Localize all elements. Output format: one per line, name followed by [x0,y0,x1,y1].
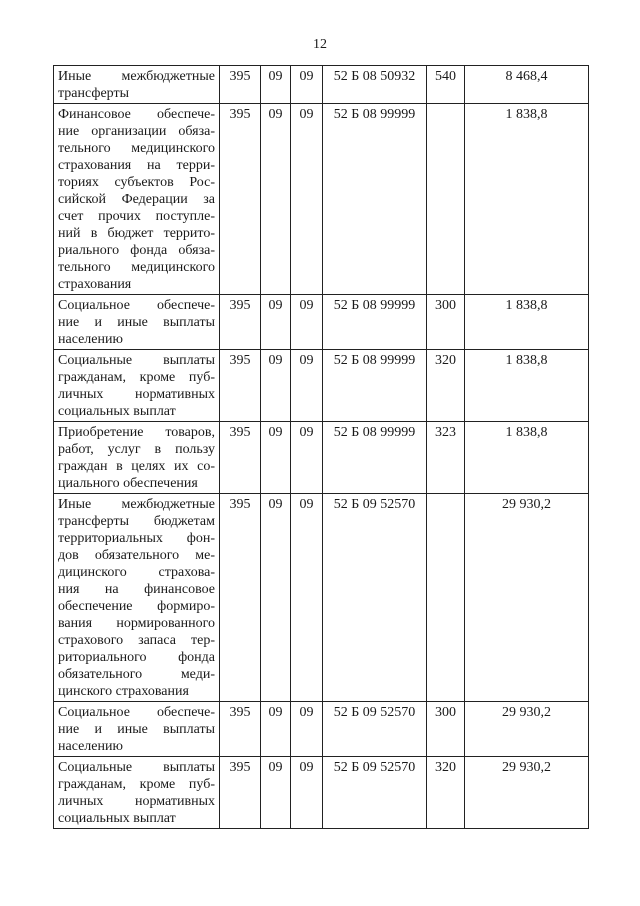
item-name-line: Социальное обеспече- [58,298,215,313]
item-name-line: территориальных фон- [58,531,215,546]
expense-type-cell: 540 [427,66,465,104]
grbs-cell: 395 [220,757,261,829]
subsection-cell: 09 [291,295,323,350]
expense-type-cell: 300 [427,295,465,350]
table-row [54,295,589,350]
subsection-cell: 09 [291,702,323,757]
item-name-line: обеспечение формиро- [58,599,215,614]
table-row [54,757,589,829]
expense-type-cell: 323 [427,422,465,494]
item-name-line: ториях субъектов Рос- [58,175,215,190]
target-article-cell: 52 Б 08 99999 [323,422,427,494]
section-cell: 09 [261,350,291,422]
target-article-cell: 52 Б 09 52570 [323,494,427,702]
item-name-line: страхования [58,277,132,292]
item-name-line: риториального фонда [58,650,215,665]
expense-type-cell: 320 [427,350,465,422]
subsection-cell: 09 [291,66,323,104]
expense-type-cell: 300 [427,702,465,757]
grbs-cell: 395 [220,295,261,350]
subsection-cell: 09 [291,494,323,702]
grbs-cell: 395 [220,702,261,757]
item-name-line: Социальные выплаты [58,760,215,775]
subsection-cell: 09 [291,104,323,295]
item-name-line: социальных выплат [58,404,176,419]
amount-cell: 29 930,2 [465,494,589,702]
amount-cell: 1 838,8 [465,422,589,494]
item-name-line: страхового запаса тер- [58,633,215,648]
target-article-cell: 52 Б 09 52570 [323,702,427,757]
item-name-cell [54,757,220,829]
item-name-cell [54,494,220,702]
item-name-cell [54,66,220,104]
section-cell: 09 [261,104,291,295]
item-name-line: населению [58,739,123,754]
grbs-cell: 395 [220,66,261,104]
amount-cell: 1 838,8 [465,350,589,422]
budget-table-body [54,66,589,829]
amount-cell: 1 838,8 [465,104,589,295]
subsection-cell: 09 [291,757,323,829]
section-cell: 09 [261,295,291,350]
table-row [54,422,589,494]
section-cell: 09 [261,702,291,757]
item-name-cell [54,104,220,295]
amount-cell: 29 930,2 [465,702,589,757]
table-row [54,104,589,295]
item-name-line: работ, услуг в пользу [58,442,215,457]
item-name-line: Иные межбюджетные [58,69,215,84]
item-name-line: трансферты [58,86,130,101]
item-name-line: циального обеспечения [58,476,198,491]
item-name-line: социальных выплат [58,811,176,826]
grbs-cell: 395 [220,422,261,494]
subsection-cell: 09 [291,350,323,422]
target-article-cell: 52 Б 08 99999 [323,350,427,422]
item-name-line: гражданам, кроме пуб- [58,370,215,385]
grbs-cell: 395 [220,350,261,422]
item-name-line: Социальное обеспече- [58,705,215,720]
item-name-line: обязательного меди- [58,667,215,682]
item-name-line: дов обязательного ме- [58,548,215,563]
table-row [54,494,589,702]
item-name-line: Приобретение товаров, [58,425,215,440]
expense-type-cell [427,494,465,702]
target-article-cell: 52 Б 09 52570 [323,757,427,829]
item-name-line: Социальные выплаты [58,353,215,368]
grbs-cell: 395 [220,494,261,702]
page-number: 12 [313,37,327,52]
section-cell: 09 [261,757,291,829]
table-row [54,66,589,104]
item-name-line: граждан в целях их со- [58,459,215,474]
item-name-line: ние и иные выплаты [58,315,215,330]
table-row [54,350,589,422]
item-name-line: ний в бюджет террито- [58,226,215,241]
item-name-line: Иные межбюджетные [58,497,215,512]
section-cell: 09 [261,494,291,702]
section-cell: 09 [261,66,291,104]
item-name-line: ние и иные выплаты [58,722,215,737]
item-name-line: гражданам, кроме пуб- [58,777,215,792]
section-cell: 09 [261,422,291,494]
item-name-line: сийской Федерации за [58,192,215,207]
expense-type-cell [427,104,465,295]
item-name-line: дицинского страхова- [58,565,215,580]
item-name-line: счет прочих поступле- [58,209,215,224]
item-name-line: Финансовое обеспече- [58,107,215,122]
item-name-line: населению [58,332,123,347]
grbs-cell: 395 [220,104,261,295]
amount-cell: 8 468,4 [465,66,589,104]
item-name-cell [54,422,220,494]
item-name-line: тельного медицинского [58,260,215,275]
item-name-line: личных нормативных [58,387,215,402]
item-name-line: ние организации обяза- [58,124,215,139]
item-name-line: цинского страхования [58,684,189,699]
target-article-cell: 52 Б 08 99999 [323,104,427,295]
item-name-line: ния на финансовое [58,582,215,597]
item-name-line: личных нормативных [58,794,215,809]
item-name-line: трансферты бюджетам [58,514,215,529]
subsection-cell: 09 [291,422,323,494]
expense-type-cell: 320 [427,757,465,829]
target-article-cell: 52 Б 08 50932 [323,66,427,104]
item-name-line: вания нормированного [58,616,215,631]
item-name-line: риального фонда обяза- [58,243,215,258]
budget-table [53,65,589,829]
amount-cell: 1 838,8 [465,295,589,350]
item-name-cell [54,295,220,350]
table-row [54,702,589,757]
item-name-line: тельного медицинского [58,141,215,156]
target-article-cell: 52 Б 08 99999 [323,295,427,350]
item-name-cell [54,702,220,757]
item-name-line: страхования на терри- [58,158,215,173]
item-name-cell [54,350,220,422]
amount-cell: 29 930,2 [465,757,589,829]
